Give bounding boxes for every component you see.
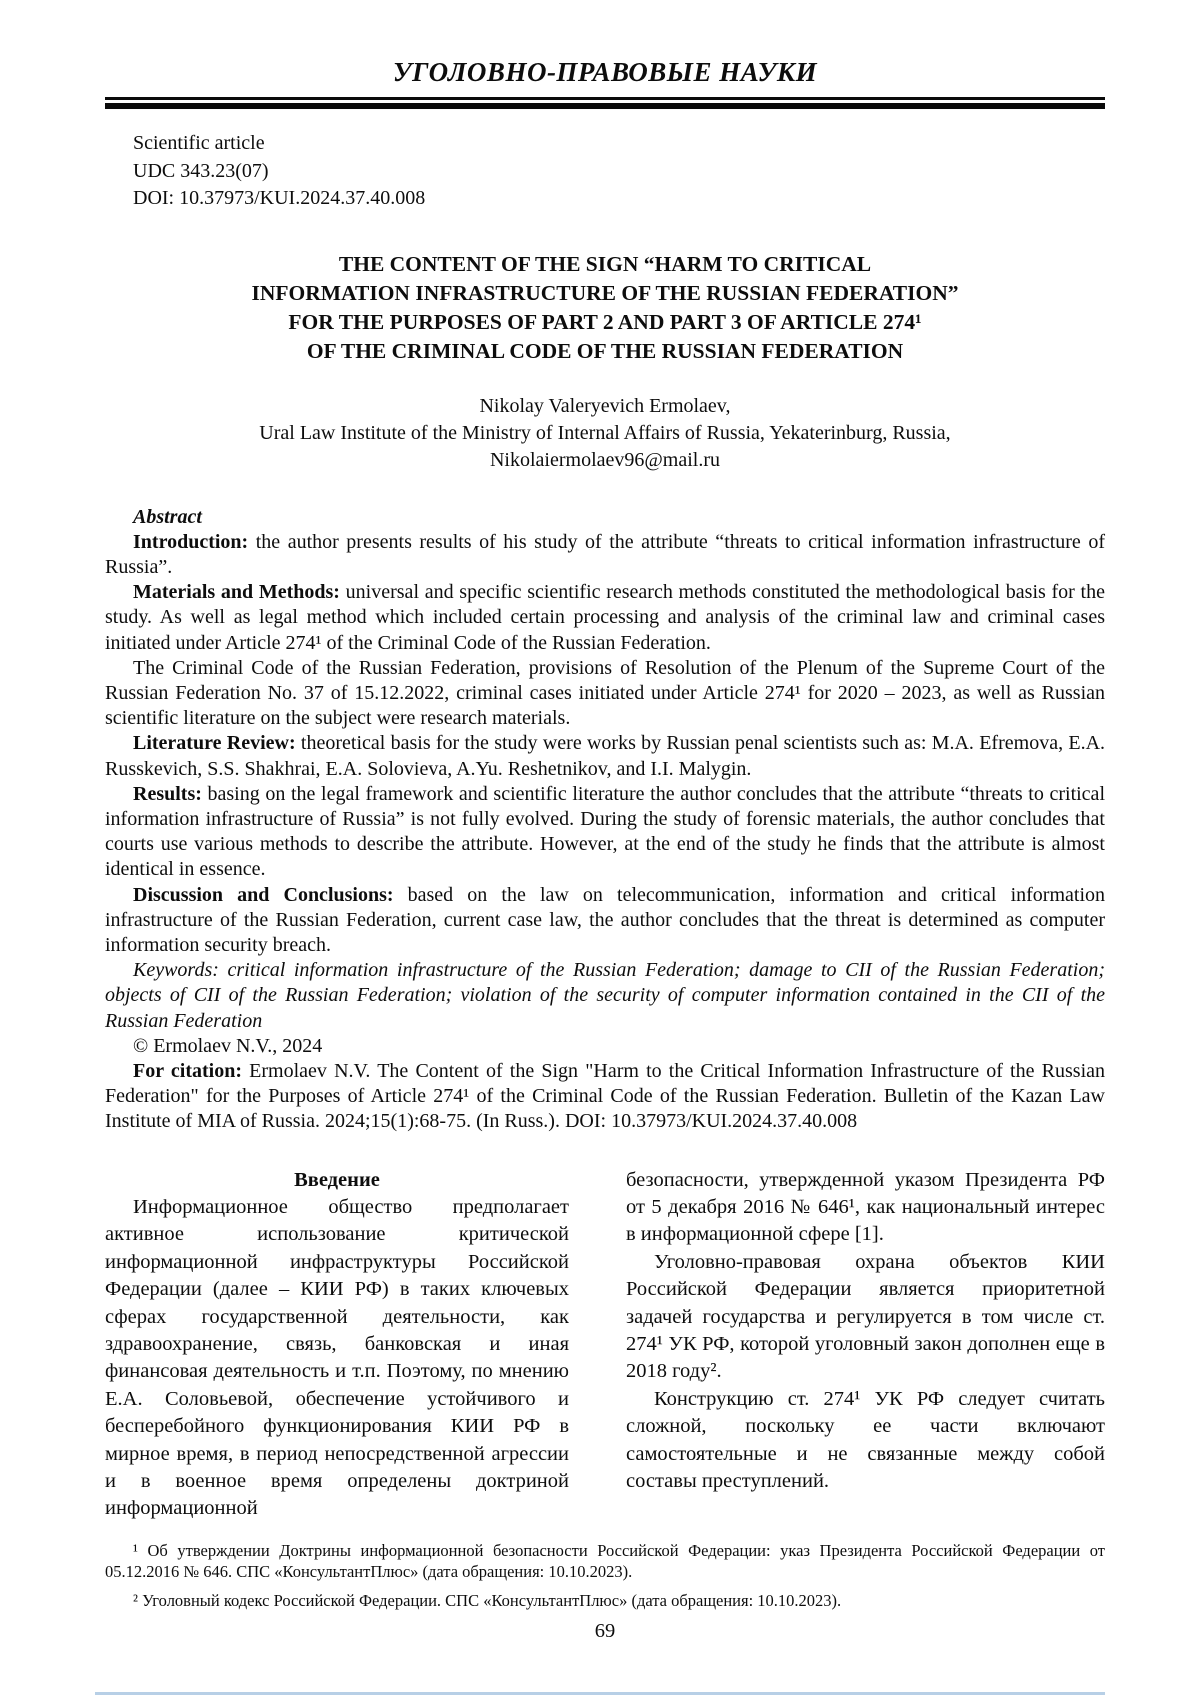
doi-line: DOI: 10.37973/KUI.2024.37.40.008: [133, 187, 426, 209]
footnotes-section: [105, 1540, 1105, 1612]
paragraph-text: universal and specific scientific research methods constituted the methodological basis for the study. As well as legal method which included certain processing and analysis of the criminal law and criminal cases initiated under Article 274¹ of the Criminal Code of the Russian Federation.: [105, 581, 1105, 654]
article-title: [105, 250, 1105, 366]
column-gap: [569, 1167, 626, 1523]
title-line-2: INFORMATION INFRASTRUCTURE OF THE RUSSIAN FEDERATION”: [251, 280, 959, 305]
author-name: Nikolay Valeryevich Ermolaev,: [479, 394, 731, 417]
author-email: Nikolaiermolaev96@mail.ru: [489, 448, 721, 471]
title-line-1: THE CONTENT OF THE SIGN “HARM TO CRITICAL: [338, 251, 872, 276]
article-page: [105, 0, 1105, 1643]
copyright-line: © Ermolaev N.V., 2024: [133, 1034, 323, 1057]
title-line-3: FOR THE PURPOSES OF PART 2 AND PART 3 OF ARTICLE 274¹: [288, 309, 922, 334]
article-meta: [133, 130, 1105, 213]
author-affiliation: Ural Law Institute of the Ministry of Internal Affairs of Russia, Yekaterinburg, Russia,: [259, 421, 951, 444]
intro-heading: Введение: [294, 1168, 380, 1191]
abstract-section: [105, 505, 1105, 1135]
footnote-2: ² Уголовный кодекс Российской Федерации. СПС «КонсультантПлюс» (дата обращения: 10.10.2023).: [133, 1590, 842, 1610]
bottom-page-rule: [95, 1692, 1105, 1695]
abstract-paragraph-materials: [105, 580, 1105, 656]
citation-paragraph: [105, 1059, 1105, 1135]
abstract-paragraph-materials-2: [105, 656, 1105, 732]
paragraph-label: Discussion and Conclusions:: [133, 883, 394, 906]
header-rule-thin: [105, 97, 1105, 100]
paragraph-label: Introduction:: [133, 530, 249, 553]
body-column-left: [105, 1167, 569, 1523]
paragraph-label: Results:: [133, 782, 202, 805]
journal-section-header: УГОЛОВНО-ПРАВОВЫЕ НАУКИ: [392, 57, 818, 87]
abstract-paragraph-literature: [105, 731, 1105, 781]
body-paragraph-continued: безопасности, утвержденной указом Президента РФ от 5 декабря 2016 № 646¹, как национальный интерес в информационной сфере [1].: [626, 1168, 1105, 1246]
body-paragraph-2: Уголовно-правовая охрана объектов КИИ Российской Федерации является приоритетной задачей государства и регулируется в том числе ст. 274¹ УК РФ, которой уголовный закон дополнен еще в 2018 году².: [626, 1250, 1105, 1383]
page-number: 69: [594, 1620, 616, 1643]
keywords-paragraph: Keywords: critical information infrastructure of the Russian Federation; damage to CII of the Russian Federation; objects of CII of the Russian Federation; violation of the security of computer information contained in the CII of the Russian Federation: [105, 959, 1105, 1032]
abstract-paragraph-discussion: [105, 883, 1105, 959]
intro-paragraph: Информационное общество предполагает активное использование критической информационной инфраструктуры Российской Федерации (далее – КИИ РФ) в таких ключевых сферах государственной деятельности, как здравоохранение, связь, банковская и иная финансовая деятельность и т.п. Поэтому, по мнению Е.А. Соловьевой, обеспечение устойчивого и бесперебойного функционирования КИИ РФ в мирное время, в период непосредственной агрессии и в военное время определены доктриной информационной: [105, 1195, 569, 1520]
body-paragraph-3: Конструкцию ст. 274¹ УК РФ следует считать сложной, поскольку ее части включают самостоятельные и не связанные между собой составы преступлений.: [626, 1387, 1105, 1493]
author-block: [105, 393, 1105, 474]
paragraph-text: theoretical basis for the study were works by Russian penal scientists such as: M.A. Efremova, E.A. Russkevich, S.S. Shakhrai, E.A. Solovieva, A.Yu. Reshetnikov, and I.I. Malygin.: [105, 732, 1106, 780]
paragraph-label: Literature Review:: [133, 732, 296, 755]
udc-code: UDC 343.23(07): [133, 159, 269, 182]
abstract-heading: Abstract: [133, 505, 202, 528]
paragraph-text: basing on the legal framework and scientific literature the author concludes that the attribute “threats to critical information infrastructure of Russia” is not fully evolved. During the study of forensic materials, the author concludes that courts use various methods to describe the attribute. However, at the end of the study he finds that the attribute is almost identical in essence.: [105, 782, 1105, 881]
title-line-4: OF THE CRIMINAL CODE OF THE RUSSIAN FEDERATION: [306, 338, 904, 363]
footnote-1: ¹ Об утверждении Доктрины информационной безопасности Российской Федерации: указ Президента Российской Федерации от 05.12.2016 № 646. СПС «КонсультантПлюс» (дата обращения: 10.10.2023).: [105, 1540, 1105, 1582]
citation-label: For citation:: [133, 1059, 242, 1082]
abstract-paragraph-introduction: [105, 530, 1105, 580]
article-type: Scientific article: [133, 132, 265, 154]
paragraph-text: The Criminal Code of the Russian Federation, provisions of Resolution of the Plenum of the Supreme Court of the Russian Federation No. 37 of 15.12.2022, criminal cases initiated under Article 274¹ for 2020 – 2023, as well as Russian scientific literature on the subject were research materials.: [105, 656, 1105, 730]
citation-text: Ermolaev N.V. The Content of the Sign "Harm to the Critical Information Infrastructure of the Russian Federation" for the Purposes of Article 274¹ of the Criminal Code of the Russian Federation. Bulletin of the Kazan Law Institute of MIA of Russia. 2024;15(1):68-75. (In Russ.). DOI: 10.37973/KUI.2024.37.40.008: [105, 1059, 1105, 1133]
paragraph-label: Materials and Methods:: [133, 581, 340, 604]
body-column-right: [626, 1167, 1105, 1523]
paragraph-text: the author presents results of his study of the attribute “threats to critical information infrastructure of Russia”.: [105, 530, 1105, 578]
two-column-body: [105, 1167, 1105, 1523]
paragraph-text: based on the law on telecommunication, information and critical information infrastructure of the Russian Federation, current case law, the author concludes that the threat is determined as computer information security breach.: [105, 883, 1105, 956]
abstract-paragraph-results: [105, 782, 1105, 883]
header-rule-thick: [105, 103, 1105, 109]
